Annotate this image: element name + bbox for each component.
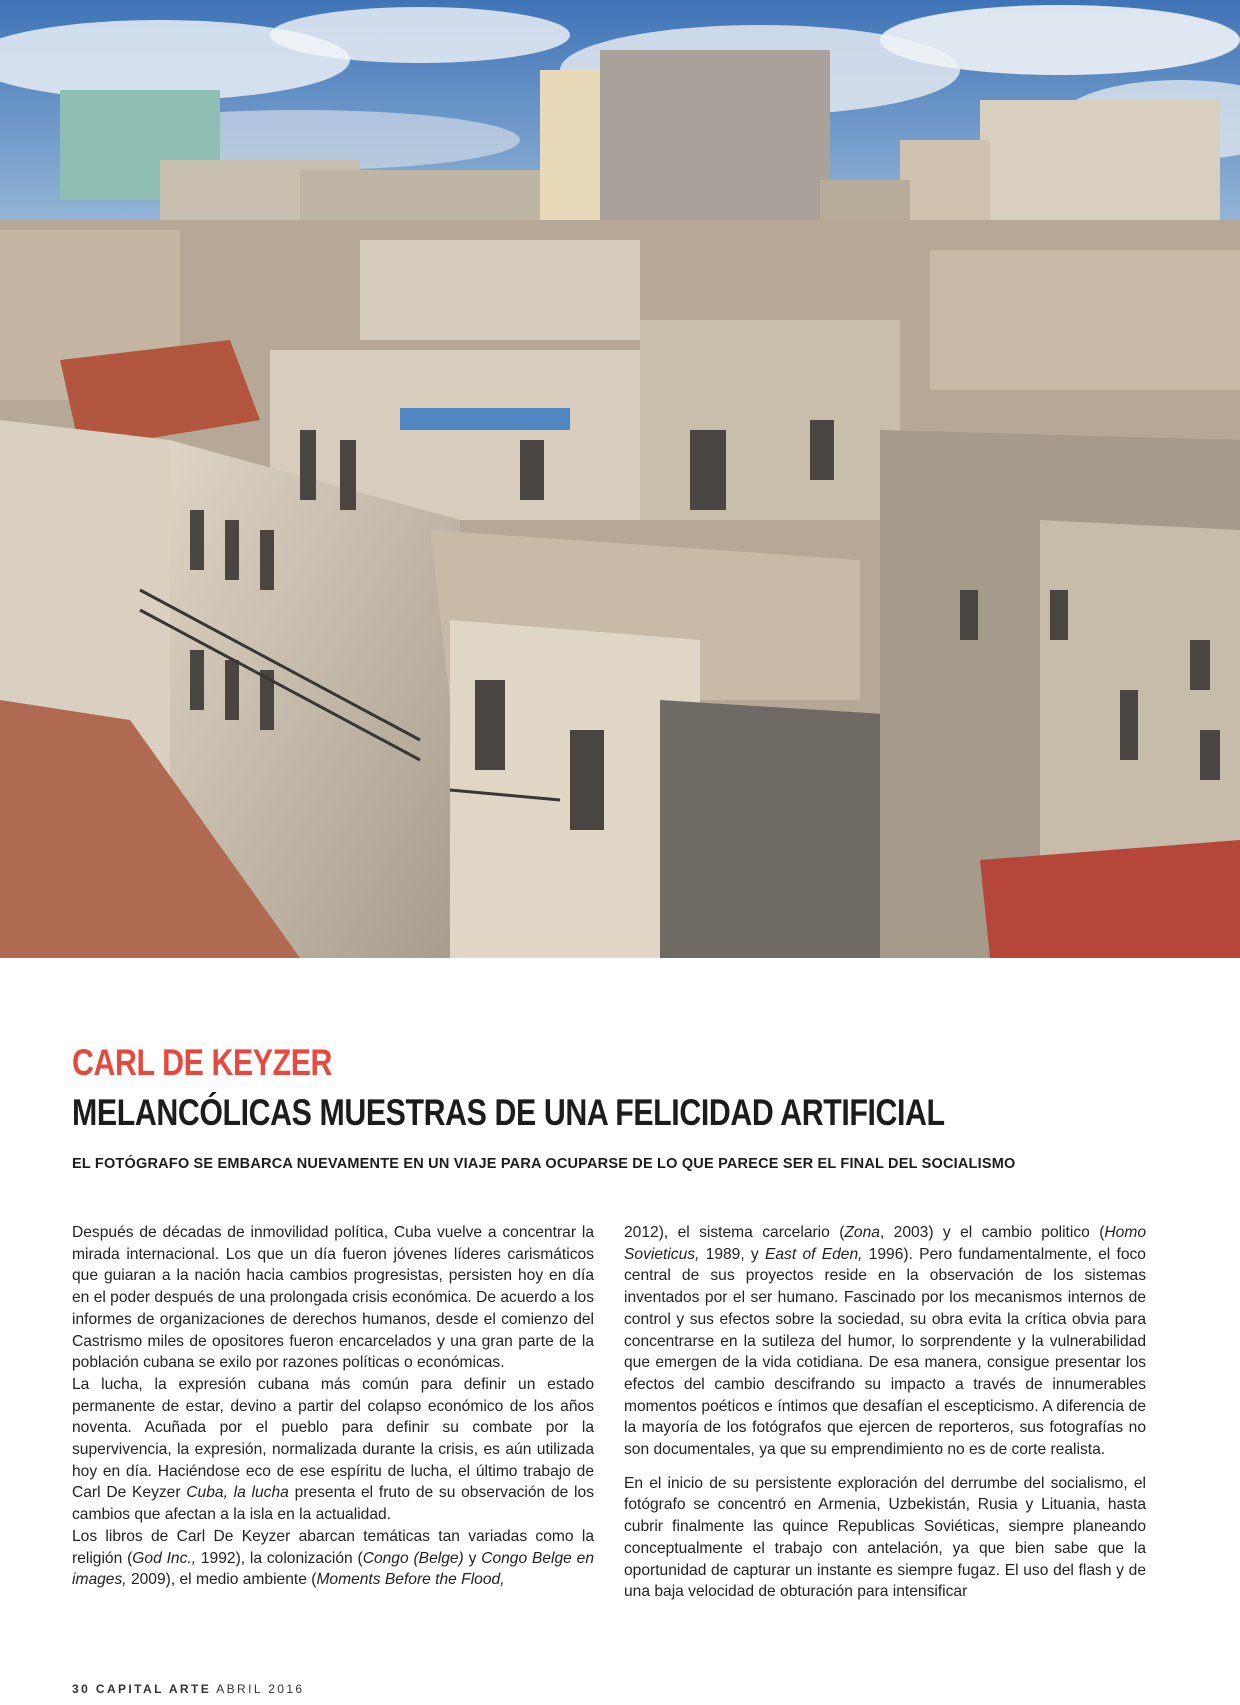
article-title: MELANCÓLICAS MUESTRAS DE UNA FELICIDAD ARTIFICIAL [72, 1092, 945, 1133]
article-column-left [72, 1222, 594, 1591]
paragraph: Los libros de Carl De Keyzer abarcan temáticas tan variadas como la religión (God Inc., 1992), la colonización (Congo (Belge) y Congo Belge en images, 2009), el medio ambiente (Moments Before the Flood, [72, 1527, 594, 1589]
paragraph: 2012), el sistema carcelario (Zona, 2003) y el cambio politico (Homo Sovieticus, 1989, y East of Eden, 1996). Pero fundamentalmente, el foco central de sus proyectos reside en la observación de los sistemas inventados por el ser humano. Fascinado por los mecanismos internos de control y sus efectos sobre la sociedad, su obra evita la crítica obvia para concentrarse en la sutileza del humor, lo sorprendente y la vulnerabilidad que emergen de la vida cotidiana. De esa manera, consigue presentar los efectos del cambio descifrando su impacto a través de innumerables momentos poéticos e íntimos que desafían el escepticismo. A diferencia de la mayoría de los fotógrafos que ejercen de reporteros, sus fotografías no son documentales, ya que su emprendimiento no es de corte realista. [624, 1224, 1146, 1459]
article-artist: CARL DE KEYZER [72, 1042, 333, 1083]
paragraph: Después de décadas de inmovilidad política, Cuba vuelve a concentrar la mirada internacional. Los que un día fueron jóvenes líderes carismáticos que guiaran a la nación hacia cambios progresistas, persisten hoy en día en el poder después de una prolongada crisis económica. De acuerdo a los informes de organizaciones de derechos humanos, desde el comienzo del Castrismo miles de opositores fueron encarcelados y una gran parte de la población cubana se exilo por razones políticas o económicas. [72, 1224, 594, 1372]
page-number: 30 [72, 1682, 91, 1696]
article-subtitle: EL FOTÓGRAFO SE EMBARCA NUEVAMENTE EN UN VIAJE PARA OCUPARSE DE LO QUE PARECE SER EL FINAL DEL SOCIALISMO [72, 1156, 1016, 1172]
paragraph: La lucha, la expresión cubana más común para definir un estado permanente de estar, devino a partir del colapso económico de los años noventa. Acuñada por el pueblo para definir su combate por la supervivencia, la expresión, normalizada durante la crisis, es aún utilizada hoy en día. Haciéndose eco de ese espíritu de lucha, el último trabajo de Carl De Keyzer Cuba, la lucha presenta el fruto de su observación de los cambios que afectan a la isla en la actualidad. [72, 1375, 594, 1524]
paragraph: En el inicio de su persistente exploración del derrumbe del socialismo, el fotógrafo se concentró en Armenia, Uzbekistán, Rusia y Lituania, hasta cubrir finalmente las quince Republicas Soviéticas, siempre planeando conceptualmente el trabajo con antelación, ya que bien sabe que la oportunidad de capturar un instante es siempre fugaz. El uso del flash y de una baja velocidad de obturación para intensificar [624, 1474, 1146, 1601]
magazine-name: CAPITAL ARTE [95, 1682, 212, 1696]
page-footer [72, 1682, 304, 1696]
article-column-right [624, 1222, 1146, 1603]
issue-date: ABRIL 2016 [216, 1682, 305, 1696]
